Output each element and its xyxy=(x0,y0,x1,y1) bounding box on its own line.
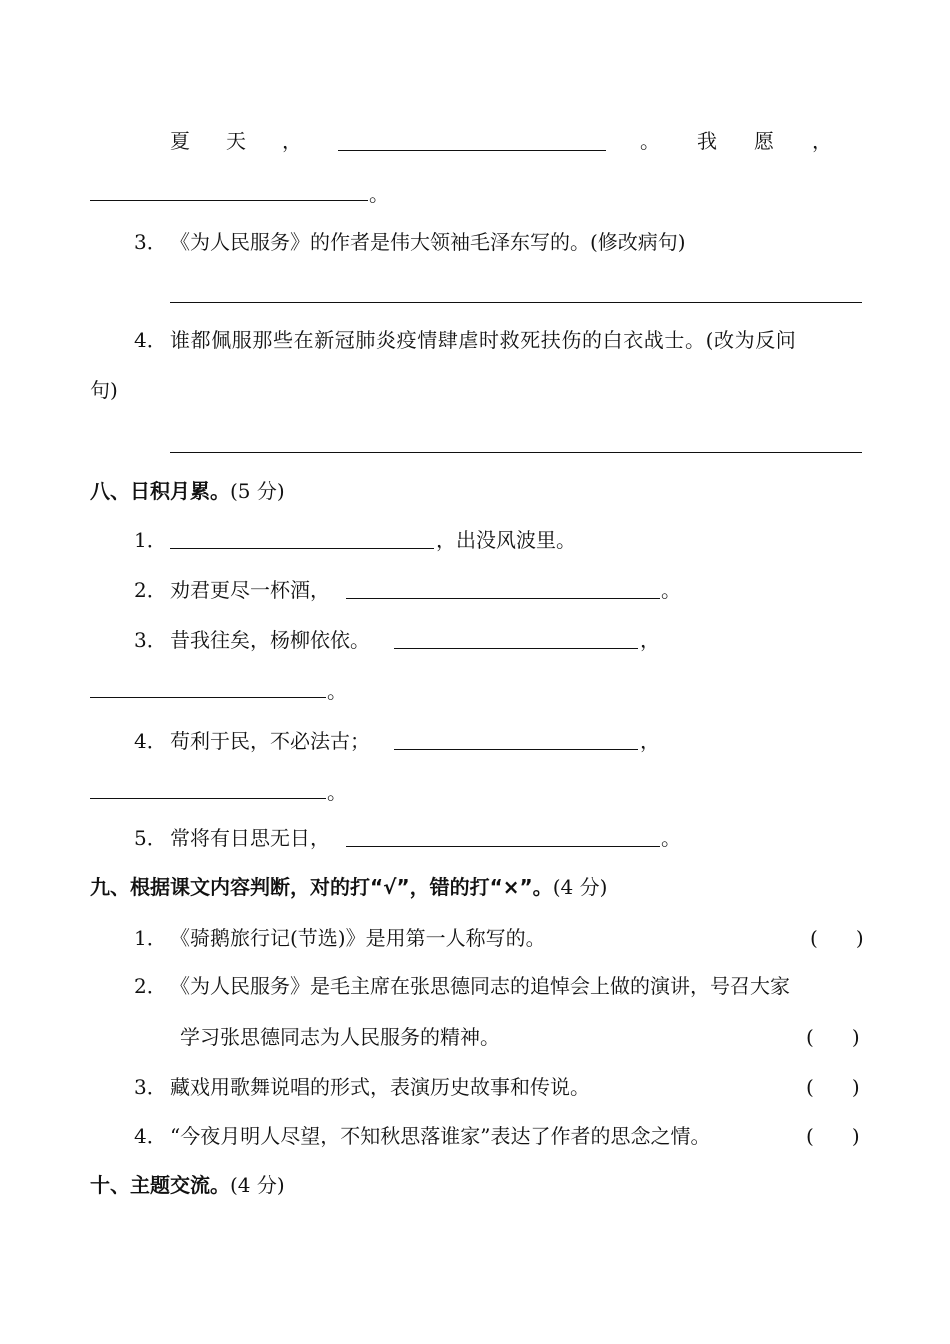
s9-item1-number: 1． xyxy=(134,926,167,950)
s8-item2-blank[interactable] xyxy=(346,578,660,599)
s9-item2-text2: 学习张思德同志为人民服务的精神。 xyxy=(180,1025,500,1049)
q2-comma-1: ， xyxy=(282,129,302,153)
s9-item4-number: 4． xyxy=(134,1124,167,1148)
q2-char-wo: 我 xyxy=(697,129,717,153)
s8-item3-blank[interactable] xyxy=(394,628,638,649)
s8-item5-number: 5． xyxy=(134,826,167,850)
s8-item1-after: ，出没风波里。 xyxy=(436,528,576,552)
s8-item3-line2-end: 。 xyxy=(327,679,347,703)
q2-char-xia: 夏 xyxy=(170,129,190,153)
s8-item2-after: 。 xyxy=(661,578,681,602)
s9-item2-text: 《为人民服务》是毛主席在张思德同志的追悼会上做的演讲，号召大家 xyxy=(170,974,790,998)
s8-item5-before: 常将有日思无日， xyxy=(170,826,330,850)
s9-item4-text: “今夜月明人尽望，不知秋思落谁家”表达了作者的思念之情。 xyxy=(170,1124,711,1148)
q2-blank-2[interactable] xyxy=(90,180,368,201)
s8-item2-number: 2． xyxy=(134,578,167,602)
q3-answer-line[interactable] xyxy=(170,282,862,303)
q2-char-yuan: 愿 xyxy=(754,129,774,153)
paren-close: ) xyxy=(855,926,864,950)
s9-item2-number: 2． xyxy=(134,974,167,998)
q4-text-line1: 谁都佩服那些在新冠肺炎疫情肆虐时救死扶伤的白衣战士。(改为反问 xyxy=(170,328,797,352)
s8-item4-after: ， xyxy=(640,729,660,753)
s8-item3-blank2[interactable] xyxy=(90,677,326,698)
s9-item2-answer-box[interactable] xyxy=(806,1023,860,1051)
section10-score: (4 分) xyxy=(230,1173,285,1197)
paren-open: ( xyxy=(806,1124,814,1148)
q2-blank-1[interactable] xyxy=(338,130,606,151)
s8-item1-number: 1． xyxy=(134,528,167,552)
q4-text-line2: 句) xyxy=(90,378,118,402)
s8-item2-before: 劝君更尽一杯酒， xyxy=(170,578,330,602)
section9-title: 九、根据课文内容判断，对的打“√”，错的打“×”。 xyxy=(90,875,553,899)
s8-item5-after: 。 xyxy=(661,826,681,850)
s8-item1-blank[interactable] xyxy=(170,528,434,549)
q3-number: 3． xyxy=(134,230,167,254)
q2-char-tian: 天 xyxy=(226,129,246,153)
s9-item1-text: 《骑鹅旅行记(节选)》是用第一人称写的。 xyxy=(170,926,546,950)
paren-close: ) xyxy=(851,1075,860,1099)
s8-item4-line2-end: 。 xyxy=(327,780,347,804)
paren-close: ) xyxy=(851,1025,860,1049)
s9-item3-answer-box[interactable] xyxy=(806,1073,860,1101)
q4-number: 4． xyxy=(134,328,167,352)
paren-open: ( xyxy=(806,1025,814,1049)
s8-item4-blank2[interactable] xyxy=(90,778,326,799)
section9-score: (4 分) xyxy=(552,875,608,899)
s8-item4-blank[interactable] xyxy=(394,729,638,750)
section10-title: 十、主题交流。 xyxy=(90,1173,230,1197)
paren-open: ( xyxy=(806,1075,814,1099)
s8-item3-before: 昔我往矣，杨柳依依。 xyxy=(170,628,370,652)
s8-item3-after: ， xyxy=(640,628,660,652)
q2-comma-2: ， xyxy=(812,129,832,153)
paren-close: ) xyxy=(851,1124,860,1148)
q4-answer-line[interactable] xyxy=(170,432,862,453)
q2-period: 。 xyxy=(640,129,660,153)
s9-item3-text: 藏戏用歌舞说唱的形式，表演历史故事和传说。 xyxy=(170,1075,590,1099)
section8-score: (5 分) xyxy=(230,479,285,503)
s8-item4-before: 苟利于民，不必法古； xyxy=(170,729,370,753)
q2-line2-end: 。 xyxy=(369,182,389,206)
q3-text: 《为人民服务》的作者是伟大领袖毛泽东写的。(修改病句) xyxy=(170,230,686,254)
section8-title: 八、日积月累。 xyxy=(90,479,230,503)
s9-item3-number: 3． xyxy=(134,1075,167,1099)
s9-item1-answer-box[interactable] xyxy=(810,924,864,952)
s8-item5-blank[interactable] xyxy=(346,826,660,847)
section9-heading xyxy=(90,873,607,901)
s9-item4-answer-box[interactable] xyxy=(806,1122,860,1150)
section10-heading xyxy=(90,1171,285,1199)
section8-heading xyxy=(90,477,285,505)
s8-item3-number: 3． xyxy=(134,628,167,652)
paren-open: ( xyxy=(810,926,818,950)
s8-item4-number: 4． xyxy=(134,729,167,753)
